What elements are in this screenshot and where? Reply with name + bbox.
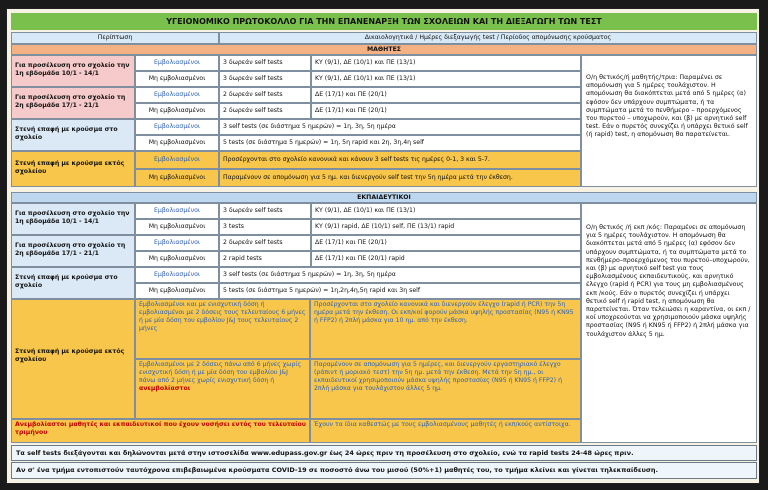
students-r1b-tests: 3 δωρεάν self tests: [219, 71, 311, 87]
teachers-r4b-case-text: Εμβολιασμένοι με 2 δόσεις πάνω από 6 μήνες χωρίς ενισχυτική δόση ή με μία δόση του εμβολίου J&J πάνω από 2 μήνες χωρίς ενισχυτική δόση ή: [139, 361, 302, 384]
students-vax-2: Εμβολιασμένοι: [135, 87, 219, 103]
teachers-r4b-case-red: ανεμβολίαστοι: [139, 385, 191, 392]
header-docs: Δικαιολογητικά / Ημέρες διεξαγωγής test / Περίοδος απομόνωσης κρούσματος: [219, 32, 757, 44]
teachers-unvax-1: Μη εμβολιασμένοι: [135, 219, 219, 235]
teachers-unvax-2: Μη εμβολιασμένοι: [135, 251, 219, 267]
teachers-week2-label: Για προσέλευση στο σχολείο τη 2η εβδομάδα 17/1 - 21/1: [11, 235, 135, 267]
teachers-r3b: 5 tests (σε διάστημα 5 ημερών) = 1η,2η,4η,5η rapid και 3η self: [219, 283, 581, 299]
unvax-recovered-case: Ανεμβολίαστοι μαθητές και εκπαιδευτικοί που έχουν νοσήσει εντός του τελευταίου τριμήνου: [11, 419, 310, 443]
teachers-r1b-days: ΚΥ (9/1) rapid, ΔΕ (10/1) self, ΠΕ (13/1) rapid: [311, 219, 581, 235]
students-r2a-tests: 2 δωρεάν self tests: [219, 87, 311, 103]
section-students: ΜΑΘΗΤΕΣ: [11, 44, 757, 55]
teachers-r4a-text: Προσέρχονται στο σχολείο κανονικά και διενεργούν έλεγχο (rapid ή PCR) την 5η ημέρα μετά την έκθεση. Οι εκπ/κοί φορούν μάσκα υψηλής προστασίας (N95 ή KN95 ή FFP2) ή 2πλή μάσκα για 10 ημ. από την έκθεση.: [310, 299, 581, 359]
teachers-contact-outside-label: Στενή επαφή με κρούσμα εκτός σχολείου: [11, 299, 135, 419]
teachers-contact-school-label: Στενή επαφή με κρούσμα στο σχολείο: [11, 267, 135, 299]
page-title: ΥΓΕΙΟΝΟΜΙΚΟ ΠΡΩΤΟΚΟΛΛΟ ΓΙΑ ΤΗΝ ΕΠΑΝΕΝΑΡΞΗ ΤΩΝ ΣΧΟΛΕΙΩΝ ΚΑΙ ΤΗ ΔΙΕΞΑΓΩΓΗ ΤΩΝ ΤΕΣΤ: [11, 13, 757, 30]
unvax-recovered-text: Έχουν τα ίδια καθεστώς με τους εμβολιασμένους μαθητές ή εκπ/κούς αντίστοιχα.: [310, 419, 581, 443]
teachers-week1-label: Για προσέλευση στο σχολείο την 1η εβδομάδα 10/1 - 14/1: [11, 203, 135, 235]
footer-line-2: Αν σ' ένα τμήμα εντοπιστούν ταυτόχρονα επιβεβαιωμένα κρούσματα COVID-19 σε ποσοστό άνω του μισού (50%+1) μαθητές του, το τμήμα κλείνει και γίνεται τηλεκπαίδευση.: [11, 462, 757, 479]
teachers-vax-3: Εμβολιασμένοι: [135, 267, 219, 283]
teachers-r2a-days: ΔΕ (17/1) και ΠΕ (20/1): [311, 235, 581, 251]
students-unvax-1: Μη εμβολιασμένοι: [135, 71, 219, 87]
teachers-r1b-tests: 3 tests: [219, 219, 311, 235]
students-contact-outside-label: Στενή επαφή με κρούσμα εκτός σχολείου: [11, 151, 135, 187]
students-r1b-days: ΚΥ (9/1), ΔΕ (10/1) και ΠΕ (13/1): [311, 71, 581, 87]
students-week1-label: Για προσέλευση στο σχολείο την 1η εβδομάδα 10/1 - 14/1: [11, 55, 135, 87]
students-r3a: 3 self tests (σε διάστημα 5 ημερών) = 1η, 3η, 5η ημέρα: [219, 119, 581, 135]
header-case: Περίπτωση: [11, 32, 219, 44]
footer-line-1: Τα self tests διεξάγονται και δηλώνονται μετά στην ιστοσελίδα www.edupass.gov.gr έως 24 ώρες πριν τη προσέλευση στο σχολείο, ενώ τα rapid tests 24-48 ώρες πριν.: [11, 445, 757, 461]
section-teachers: ΕΚΠΑΙΔΕΥΤΙΚΟΙ: [11, 192, 757, 203]
students-r2b-tests: 2 δωρεάν self tests: [219, 103, 311, 119]
students-positive-note: Ο/η θετικός/ή μαθητής/τρια: Παραμένει σε απομόνωση για 5 ημέρες τουλάχιστον. Η απομόνωση θα διακόπτεται μετά από 5 ημέρες (α) εφόσον δεν υπάρχουν συμπτώματα, ή τα συμπτώματα μετά το πενθήμερο – προερχόμενος του πυρετού – υποχωρούν, και (β) με αρνητικό self test. Εάν ο πυρετός συνεχίζει ή υπάρχει θετικό self (ή rapid) test, η απομόνωση θα παρατείνεται.: [581, 55, 757, 187]
teachers-vax-2: Εμβολιασμένοι: [135, 235, 219, 251]
teachers-unvax-3: Μη εμβολιασμένοι: [135, 283, 219, 299]
students-unvax-2: Μη εμβολιασμένοι: [135, 103, 219, 119]
students-unvax-3: Μη εμβολιασμένοι: [135, 135, 219, 151]
students-r2b-days: ΔΕ (17/1) και ΠΕ (20/1): [311, 103, 581, 119]
students-r2a-days: ΔΕ (17/1) και ΠΕ (20/1): [311, 87, 581, 103]
students-r3b: 5 tests (σε διάστημα 5 ημερών) = 1η, 5η rapid και 2η, 3η,4η self: [219, 135, 581, 151]
teachers-r1a-days: ΚΥ (9/1), ΔΕ (10/1) και ΠΕ (13/1): [311, 203, 581, 219]
teachers-r2a-tests: 2 δωρεάν self tests: [219, 235, 311, 251]
students-r4a: Προσέρχονται στο σχολείο κανονικά και κάνουν 3 self tests τις ημέρες 0-1, 3 και 5-7.: [219, 151, 581, 169]
students-contact-school-label: Στενή επαφή με κρούσμα στο σχολείο: [11, 119, 135, 151]
teachers-r2b-tests: 2 rapid tests: [219, 251, 311, 267]
teachers-vax-1: Εμβολιασμένοι: [135, 203, 219, 219]
students-vax-3: Εμβολιασμένοι: [135, 119, 219, 135]
students-vax-1: Εμβολιασμένοι: [135, 55, 219, 71]
teachers-r4b-case: [135, 359, 310, 419]
students-unvax-4: Μη εμβολιασμένοι: [135, 169, 219, 187]
teachers-r3a: 3 self tests (σε διάστημα 5 ημερών) = 1η, 3η, 5η ημέρα: [219, 267, 581, 283]
teachers-r4b-text: Παραμένουν σε απομόνωση για 5 ημέρες, και διενεργούν εργαστηριακό έλεγχο (ράπιντ ή μοριακό τεστ) την 5η ημ. μετά την έκθεση. Μετά την 5η ημ., οι εκπαιδευτικοί χρησιμοποιούν μάσκα υψηλής προστασίας (N95 ή KN95 ή FFP2) ή 2πλή μάσκα για τουλάχιστον άλλες 5 ημ.: [310, 359, 581, 419]
students-r1a-days: ΚΥ (9/1), ΔΕ (10/1) και ΠΕ (13/1): [311, 55, 581, 71]
teachers-r2b-days: ΔΕ (17/1) και ΠΕ (20/1) rapid: [311, 251, 581, 267]
protocol-sheet: [6, 8, 760, 484]
students-vax-4: Εμβολιασμένοι: [135, 151, 219, 169]
teachers-r4a-case: Εμβολιασμένοι και με ενισχυτική δόση ή εμβολιασμένοι με 2 δόσεις τους τελευταίους 6 μήνες ή με μία δόση του εμβολίου J&J τους τελευταίους 2 μήνες: [135, 299, 310, 359]
teachers-positive-note: Ο/η θετικός /ή εκπ /κός: Παραμένει σε απομόνωση για 5 ημέρες τουλάχιστον. Η απομόνωση θα διακόπτεται μετά από 5 ημέρες (α) εφόσον δεν υπάρχουν συμπτώματα, ή τα συμπτώματα μετά το πενθήμερο–προερχόμενος του πυρετού–υποχωρούν, και (β) με αρνητικό self test για τους εμβολιασμένους εκπαιδευτικούς, και αρνητικό έλεγχο (rapid ή PCR) για τους μη εμβολιασμένους εκπ /κούς. Εάν ο πυρετός συνεχίζει ή υπάρχει θετικό self ή rapid test, η απομόνωση θα παρατείνεται. Όταν τελειώσει η καραντίνα, οι εκπ /κοί υποχρεούνται να χρησιμοποιούν μάσκα υψηλής προστασίας (N95 ή KN95 ή FFP2) ή 2πλή μάσκα για τουλάχιστον άλλες 5 ημ.: [581, 203, 757, 443]
teachers-r1a-tests: 3 δωρεάν self tests: [219, 203, 311, 219]
students-r1a-tests: 3 δωρεάν self tests: [219, 55, 311, 71]
students-r4b: Παραμένουν σε απομόνωση για 5 ημ. και διενεργούν self test την 5η ημέρα μετά την έκθεση.: [219, 169, 581, 187]
students-week2-label: Για προσέλευση στο σχολείο τη 2η εβδομάδα 17/1 - 21/1: [11, 87, 135, 119]
